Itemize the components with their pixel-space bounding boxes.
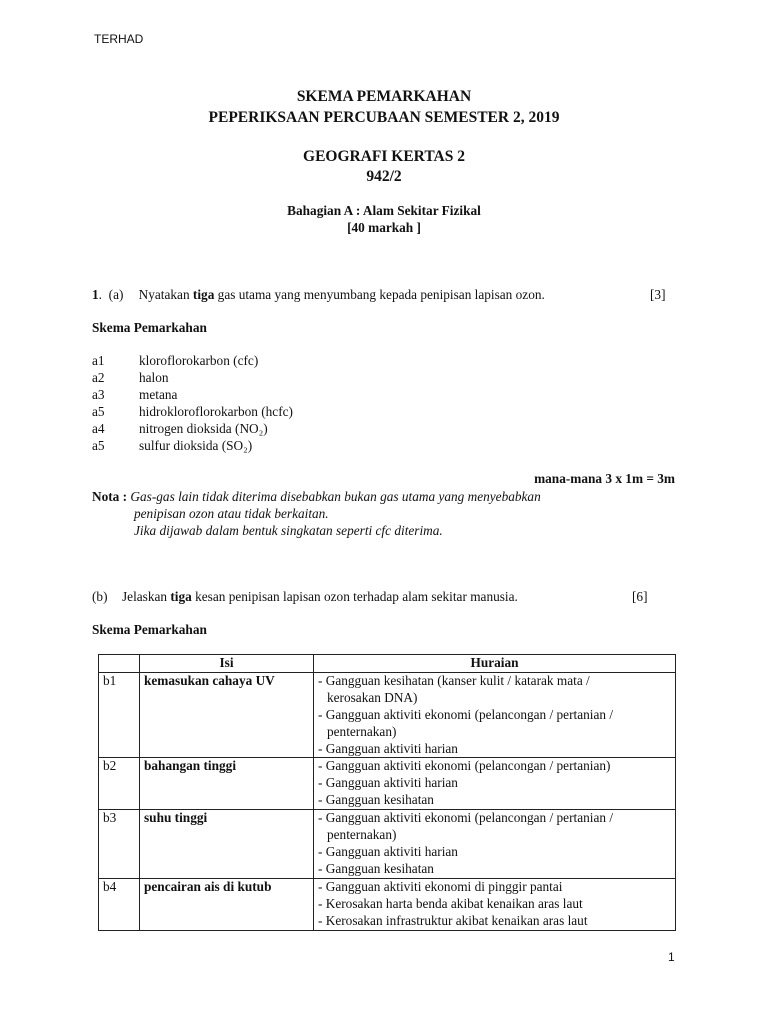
marking-scheme-table <box>98 654 676 931</box>
column-header-huraian: Huraian <box>314 655 676 673</box>
row-huraian: - Gangguan aktiviti ekonomi (pelancongan / pertanian / penternakan) - Gangguan aktiviti harian - Gangguan kesihatan <box>314 810 676 879</box>
column-header-code <box>99 655 140 673</box>
title-line-2: PEPERIKSAAN PERCUBAAN SEMESTER 2, 2019 <box>208 109 560 126</box>
note-line-1: Gas-gas lain tidak diterima disebabkan bukan gas utama yang menyebabkan <box>130 489 541 504</box>
question-1b-marks: [6] <box>632 589 648 604</box>
question-text-before: Jelaskan <box>122 589 171 604</box>
section-marks: [40 markah ] <box>347 220 421 235</box>
list-item: a2 halon <box>92 369 169 385</box>
note-block <box>92 488 541 539</box>
row-code: b1 <box>99 672 140 758</box>
row-code: b3 <box>99 810 140 879</box>
paper-code: 942/2 <box>366 168 402 185</box>
answer-list-a <box>92 353 293 454</box>
row-huraian: - Gangguan aktiviti ekonomi (pelancongan / pertanian) - Gangguan aktiviti harian - Gangguan kesihatan <box>314 758 676 810</box>
row-isi: bahangan tinggi <box>140 758 314 810</box>
row-huraian: - Gangguan aktiviti ekonomi di pinggir pantai - Kerosakan harta benda akibat kenaikan aras laut - Kerosakan infrastruktur akibat kenaikan aras laut <box>314 878 676 930</box>
table-row <box>99 672 676 758</box>
title-line-1: SKEMA PEMARKAHAN <box>296 88 472 105</box>
note-line-2: penipisan ozon atau tidak berkaitan. <box>134 506 329 521</box>
row-code: b2 <box>99 758 140 810</box>
scheme-heading-a: Skema Pemarkahan <box>92 320 207 335</box>
page-number: 1 <box>668 950 675 964</box>
classification-label: TERHAD <box>94 32 144 46</box>
list-item: a5 hidrokloroflorokarbon (hcfc) <box>92 403 293 419</box>
list-item: a4 nitrogen dioksida (NO₂) <box>92 420 268 436</box>
question-1b <box>92 589 518 605</box>
list-item: a3 metana <box>92 386 178 402</box>
question-part: (a) <box>108 287 124 302</box>
column-header-isi: Isi <box>140 655 314 673</box>
table-row <box>99 810 676 879</box>
question-text-after: kesan penipisan lapisan ozon terhadap alam sekitar manusia. <box>191 589 518 604</box>
row-huraian: - Gangguan kesihatan (kanser kulit / katarak mata / kerosakan DNA) - Gangguan aktiviti ekonomi (pelancongan / pertanian / penternakan) - Gangguan aktiviti harian <box>314 672 676 758</box>
subject-title: GEOGRAFI KERTAS 2 <box>303 148 465 165</box>
list-item: a5 sulfur dioksida (SO₂) <box>92 437 253 453</box>
note-label: Nota : <box>92 489 128 504</box>
row-isi: pencairan ais di kutub <box>140 878 314 930</box>
scheme-heading-b: Skema Pemarkahan <box>92 622 207 637</box>
row-code: b4 <box>99 878 140 930</box>
table-header-row <box>99 655 676 673</box>
question-part: (b) <box>92 589 108 604</box>
question-text-bold: tiga <box>170 589 192 604</box>
section-title: Bahagian A : Alam Sekitar Fizikal <box>287 203 481 218</box>
list-item: a1 kloroflorokarbon (cfc) <box>92 353 259 368</box>
note-line-3: Jika dijawab dalam bentuk singkatan seperti cfc diterima. <box>134 523 443 538</box>
mark-rule: mana-mana 3 x 1m = 3m <box>534 471 675 486</box>
table-row <box>99 878 676 930</box>
row-isi: suhu tinggi <box>140 810 314 879</box>
table-row <box>99 758 676 810</box>
question-number: 1 <box>92 287 99 302</box>
question-1a-marks: [3] <box>650 287 666 302</box>
question-1a: 1. (a) Nyatakan tiga gas utama yang menyumbang kepada penipisan lapisan ozon. <box>92 287 545 302</box>
question-text-bold: tiga <box>192 287 215 302</box>
question-text-after: gas utama yang menyumbang kepada penipisan lapisan ozon. <box>214 287 545 302</box>
question-text-before: Nyatakan <box>138 287 193 302</box>
row-isi: kemasukan cahaya UV <box>140 672 314 758</box>
